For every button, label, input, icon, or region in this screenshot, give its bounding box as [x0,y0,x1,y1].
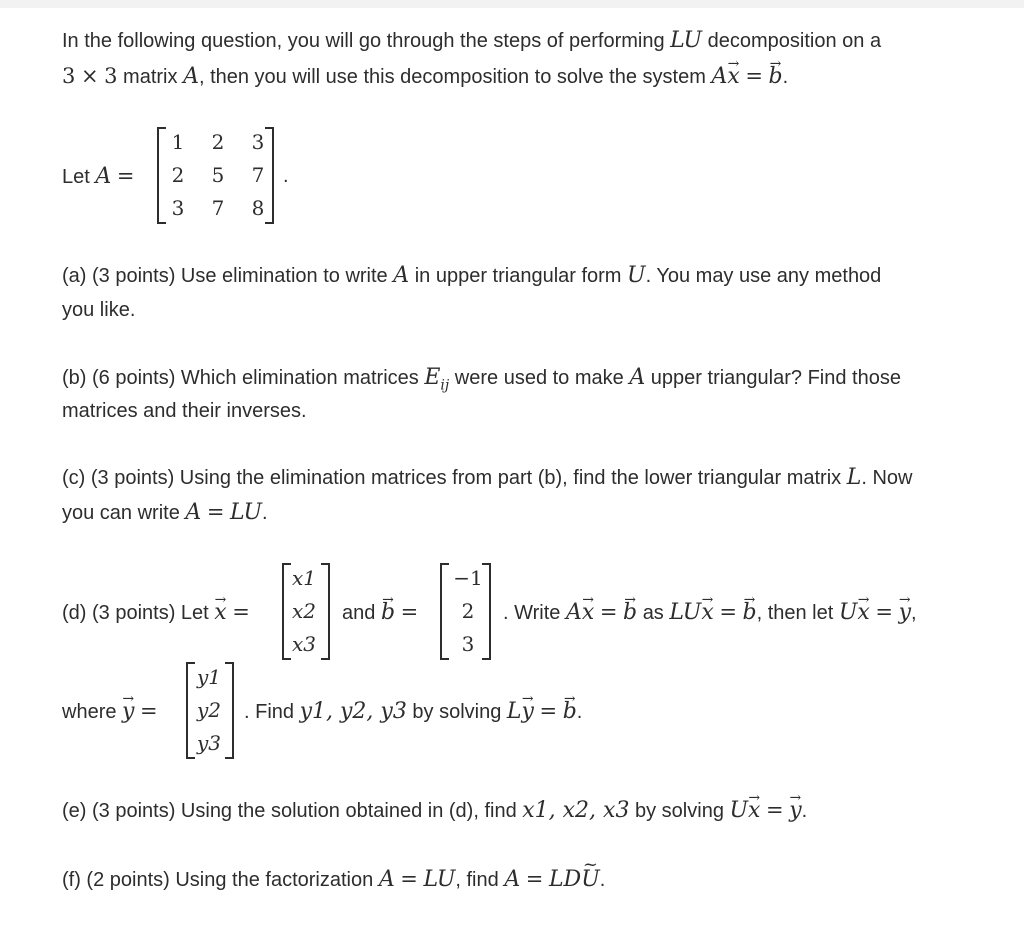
part-b-line-2: matrices and their inverses. [62,400,307,422]
part-f-line: (f) (2 points) Using the factorization A = LU, find A = LD~ U. [62,867,605,892]
part-e-line: (e) (3 points) Using the solution obtained in (d), find x1, x2, x3 by solving U→ x = → y. [62,798,807,823]
system-equation: A→ x [711,64,739,89]
part-a-line-1: (a) (3 points) Use elimination to write A in upper triangular form U. You may use any method [62,263,882,288]
where-y-label: where → y = [62,699,158,724]
part-c-line-1: (c) (3 points) Using the elimination matrices from part (b), find the lower triangular matrix L. Now [62,465,913,490]
part-d-line-1-rest: . Write A→ x = → b as LU→ x = → b, then let U→ x = → y, [503,600,917,625]
part-d-line-2-rest: . Find y1, y2, y3 by solving L→ y = → b. [244,699,582,724]
intro-line-1: In the following question, you will go through the steps of performing LU decomposition on a [62,28,882,53]
top-divider [0,0,1024,8]
intro-line-2: 3 × 3 matrix A, then you will use this decomposition to solve the system A→ x = → b. [62,64,788,89]
part-c-line-2: you can write A = LU. [62,500,268,525]
part-a-line-2: you like. [62,299,136,321]
part-b-line-1: (b) (6 points) Which elimination matrices $E_{ij}$ were used to make A upper triangular? Find those [62,365,901,394]
part-d-label: (d) (3 points) Let → x = [62,600,250,625]
and-b-label: and → b = [342,600,418,625]
let-A-label: Let A = [62,164,135,189]
